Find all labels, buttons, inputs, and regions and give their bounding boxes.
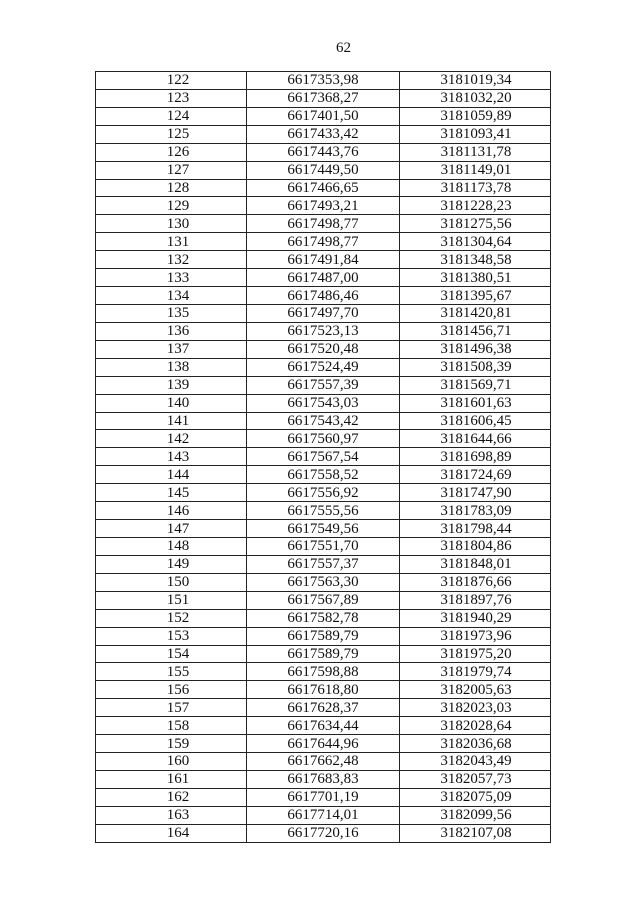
y-coordinate-cell: 3182023,03 (400, 699, 551, 717)
y-coordinate-cell: 3181644,66 (400, 430, 551, 448)
table-row (96, 89, 551, 107)
x-coordinate-cell: 6617491,84 (247, 251, 400, 269)
table-row (96, 520, 551, 538)
y-coordinate-cell: 3182099,56 (400, 806, 551, 824)
y-coordinate-cell: 3182036,68 (400, 735, 551, 753)
table-row (96, 125, 551, 143)
x-coordinate-cell: 6617557,37 (247, 555, 400, 573)
table-row (96, 466, 551, 484)
point-number-cell: 157 (96, 699, 247, 717)
point-number-cell: 122 (96, 72, 247, 90)
x-coordinate-cell: 6617628,37 (247, 699, 400, 717)
table-row (96, 251, 551, 269)
table-row (96, 197, 551, 215)
point-number-cell: 125 (96, 125, 247, 143)
x-coordinate-cell: 6617543,42 (247, 412, 400, 430)
x-coordinate-cell: 6617353,98 (247, 72, 400, 90)
point-number-cell: 123 (96, 89, 247, 107)
point-number-cell: 128 (96, 179, 247, 197)
y-coordinate-cell: 3181093,41 (400, 125, 551, 143)
x-coordinate-cell: 6617589,79 (247, 645, 400, 663)
x-coordinate-cell: 6617662,48 (247, 753, 400, 771)
y-coordinate-cell: 3181131,78 (400, 143, 551, 161)
x-coordinate-cell: 6617563,30 (247, 573, 400, 591)
x-coordinate-cell: 6617493,21 (247, 197, 400, 215)
x-coordinate-cell: 6617520,48 (247, 340, 400, 358)
x-coordinate-cell: 6617449,50 (247, 161, 400, 179)
x-coordinate-cell: 6617589,79 (247, 627, 400, 645)
table-row (96, 591, 551, 609)
table-row (96, 645, 551, 663)
table-row (96, 806, 551, 824)
table-row (96, 179, 551, 197)
y-coordinate-cell: 3181304,64 (400, 233, 551, 251)
point-number-cell: 135 (96, 304, 247, 322)
table-row (96, 448, 551, 466)
point-number-cell: 148 (96, 537, 247, 555)
y-coordinate-cell: 3181973,96 (400, 627, 551, 645)
y-coordinate-cell: 3182005,63 (400, 681, 551, 699)
x-coordinate-cell: 6617498,77 (247, 233, 400, 251)
y-coordinate-cell: 3182107,08 (400, 824, 551, 842)
point-number-cell: 162 (96, 788, 247, 806)
point-number-cell: 143 (96, 448, 247, 466)
table-row (96, 699, 551, 717)
x-coordinate-cell: 6617523,13 (247, 322, 400, 340)
point-number-cell: 130 (96, 215, 247, 233)
y-coordinate-cell: 3181698,89 (400, 448, 551, 466)
table-row (96, 161, 551, 179)
point-number-cell: 133 (96, 269, 247, 287)
point-number-cell: 129 (96, 197, 247, 215)
x-coordinate-cell: 6617498,77 (247, 215, 400, 233)
x-coordinate-cell: 6617555,56 (247, 502, 400, 520)
x-coordinate-cell: 6617560,97 (247, 430, 400, 448)
point-number-cell: 149 (96, 555, 247, 573)
point-number-cell: 160 (96, 753, 247, 771)
point-number-cell: 137 (96, 340, 247, 358)
y-coordinate-cell: 3181798,44 (400, 520, 551, 538)
y-coordinate-cell: 3181019,34 (400, 72, 551, 90)
point-number-cell: 142 (96, 430, 247, 448)
x-coordinate-cell: 6617466,65 (247, 179, 400, 197)
table-row (96, 215, 551, 233)
point-number-cell: 151 (96, 591, 247, 609)
table-row (96, 304, 551, 322)
x-coordinate-cell: 6617557,39 (247, 376, 400, 394)
table-row (96, 376, 551, 394)
y-coordinate-cell: 3181897,76 (400, 591, 551, 609)
page-number: 62 (336, 40, 351, 56)
y-coordinate-cell: 3182043,49 (400, 753, 551, 771)
x-coordinate-cell: 6617368,27 (247, 89, 400, 107)
table-row (96, 573, 551, 591)
table-row (96, 358, 551, 376)
x-coordinate-cell: 6617683,83 (247, 770, 400, 788)
x-coordinate-cell: 6617556,92 (247, 484, 400, 502)
y-coordinate-cell: 3181975,20 (400, 645, 551, 663)
y-coordinate-cell: 3181228,23 (400, 197, 551, 215)
point-number-cell: 161 (96, 770, 247, 788)
x-coordinate-cell: 6617486,46 (247, 287, 400, 305)
point-number-cell: 156 (96, 681, 247, 699)
table-row (96, 322, 551, 340)
x-coordinate-cell: 6617443,76 (247, 143, 400, 161)
point-number-cell: 152 (96, 609, 247, 627)
table-row (96, 340, 551, 358)
y-coordinate-cell: 3181940,29 (400, 609, 551, 627)
x-coordinate-cell: 6617582,78 (247, 609, 400, 627)
point-number-cell: 154 (96, 645, 247, 663)
point-number-cell: 136 (96, 322, 247, 340)
coordinates-table-body (96, 72, 551, 843)
table-row (96, 412, 551, 430)
x-coordinate-cell: 6617401,50 (247, 107, 400, 125)
table-row (96, 663, 551, 681)
point-number-cell: 145 (96, 484, 247, 502)
y-coordinate-cell: 3181979,74 (400, 663, 551, 681)
point-number-cell: 134 (96, 287, 247, 305)
y-coordinate-cell: 3181601,63 (400, 394, 551, 412)
table-row (96, 609, 551, 627)
y-coordinate-cell: 3181724,69 (400, 466, 551, 484)
point-number-cell: 164 (96, 824, 247, 842)
table-row (96, 753, 551, 771)
point-number-cell: 126 (96, 143, 247, 161)
y-coordinate-cell: 3181804,86 (400, 537, 551, 555)
y-coordinate-cell: 3182057,73 (400, 770, 551, 788)
y-coordinate-cell: 3181149,01 (400, 161, 551, 179)
x-coordinate-cell: 6617433,42 (247, 125, 400, 143)
point-number-cell: 124 (96, 107, 247, 125)
coordinates-table (95, 71, 551, 843)
x-coordinate-cell: 6617551,70 (247, 537, 400, 555)
y-coordinate-cell: 3181032,20 (400, 89, 551, 107)
point-number-cell: 158 (96, 717, 247, 735)
table-row (96, 269, 551, 287)
y-coordinate-cell: 3181420,81 (400, 304, 551, 322)
x-coordinate-cell: 6617598,88 (247, 663, 400, 681)
table-row (96, 681, 551, 699)
x-coordinate-cell: 6617714,01 (247, 806, 400, 824)
point-number-cell: 127 (96, 161, 247, 179)
y-coordinate-cell: 3181496,38 (400, 340, 551, 358)
y-coordinate-cell: 3181456,71 (400, 322, 551, 340)
table-row (96, 735, 551, 753)
y-coordinate-cell: 3181876,66 (400, 573, 551, 591)
table-row (96, 287, 551, 305)
x-coordinate-cell: 6617618,80 (247, 681, 400, 699)
y-coordinate-cell: 3181606,45 (400, 412, 551, 430)
y-coordinate-cell: 3181059,89 (400, 107, 551, 125)
table-row (96, 430, 551, 448)
y-coordinate-cell: 3182075,09 (400, 788, 551, 806)
x-coordinate-cell: 6617567,89 (247, 591, 400, 609)
x-coordinate-cell: 6617558,52 (247, 466, 400, 484)
x-coordinate-cell: 6617549,56 (247, 520, 400, 538)
y-coordinate-cell: 3181569,71 (400, 376, 551, 394)
point-number-cell: 150 (96, 573, 247, 591)
x-coordinate-cell: 6617497,70 (247, 304, 400, 322)
x-coordinate-cell: 6617720,16 (247, 824, 400, 842)
point-number-cell: 132 (96, 251, 247, 269)
x-coordinate-cell: 6617543,03 (247, 394, 400, 412)
table-row (96, 824, 551, 842)
table-row (96, 555, 551, 573)
table-row (96, 143, 551, 161)
y-coordinate-cell: 3181783,09 (400, 502, 551, 520)
y-coordinate-cell: 3181848,01 (400, 555, 551, 573)
y-coordinate-cell: 3181275,56 (400, 215, 551, 233)
point-number-cell: 139 (96, 376, 247, 394)
y-coordinate-cell: 3181348,58 (400, 251, 551, 269)
point-number-cell: 147 (96, 520, 247, 538)
x-coordinate-cell: 6617634,44 (247, 717, 400, 735)
point-number-cell: 155 (96, 663, 247, 681)
table-row (96, 537, 551, 555)
x-coordinate-cell: 6617524,49 (247, 358, 400, 376)
point-number-cell: 138 (96, 358, 247, 376)
table-row (96, 72, 551, 90)
table-row (96, 502, 551, 520)
table-row (96, 788, 551, 806)
point-number-cell: 159 (96, 735, 247, 753)
table-row (96, 770, 551, 788)
point-number-cell: 163 (96, 806, 247, 824)
y-coordinate-cell: 3181508,39 (400, 358, 551, 376)
y-coordinate-cell: 3181747,90 (400, 484, 551, 502)
point-number-cell: 146 (96, 502, 247, 520)
x-coordinate-cell: 6617644,96 (247, 735, 400, 753)
point-number-cell: 131 (96, 233, 247, 251)
table-row (96, 717, 551, 735)
x-coordinate-cell: 6617701,19 (247, 788, 400, 806)
table-row (96, 233, 551, 251)
table-row (96, 394, 551, 412)
y-coordinate-cell: 3181380,51 (400, 269, 551, 287)
y-coordinate-cell: 3181173,78 (400, 179, 551, 197)
table-row (96, 484, 551, 502)
table-row (96, 627, 551, 645)
x-coordinate-cell: 6617487,00 (247, 269, 400, 287)
point-number-cell: 153 (96, 627, 247, 645)
x-coordinate-cell: 6617567,54 (247, 448, 400, 466)
y-coordinate-cell: 3181395,67 (400, 287, 551, 305)
point-number-cell: 140 (96, 394, 247, 412)
table-row (96, 107, 551, 125)
y-coordinate-cell: 3182028,64 (400, 717, 551, 735)
point-number-cell: 141 (96, 412, 247, 430)
point-number-cell: 144 (96, 466, 247, 484)
